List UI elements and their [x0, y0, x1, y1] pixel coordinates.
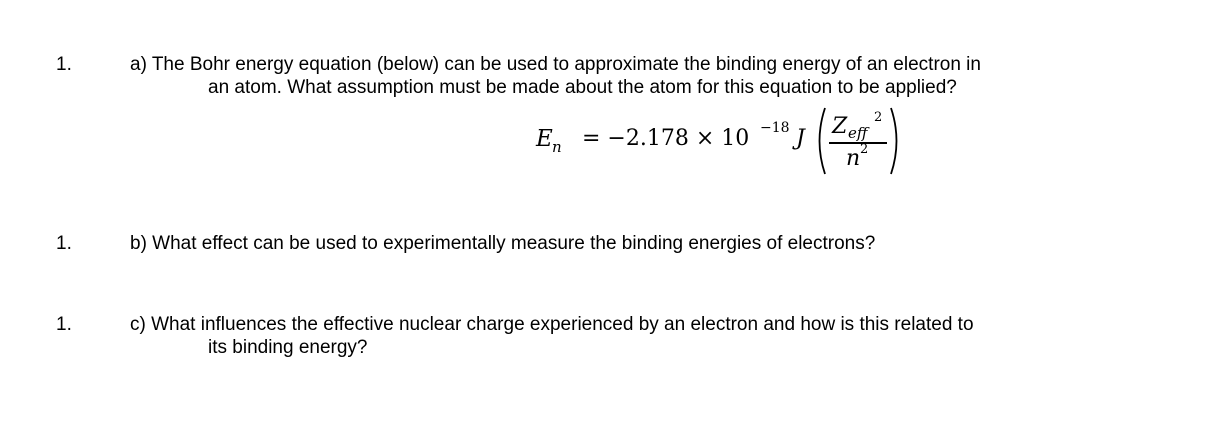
- question-a-text-line2: an atom. What assumption must be made about the atom for this equation to be applied?: [208, 77, 957, 98]
- fraction-numerator-symbol: Z: [832, 114, 848, 139]
- equation-exponent: −18: [760, 120, 790, 136]
- equation-unit: J: [796, 126, 805, 151]
- question-b-number: 1.: [56, 233, 72, 254]
- equation-lhs-symbol: E: [536, 126, 553, 152]
- fraction-bar: [829, 142, 887, 144]
- question-a-text-line1: a) The Bohr energy equation (below) can be used to approximate the binding energy of an electron in: [130, 54, 981, 75]
- fraction-denominator-power: 2: [860, 142, 869, 157]
- question-c-text-line1: c) What influences the effective nuclear charge experienced by an electron and how is this related to: [130, 314, 974, 335]
- question-b-text-line1: b) What effect can be used to experimentally measure the binding energies of electrons?: [130, 233, 876, 254]
- equation-constant: = −2.178 × 10: [582, 126, 750, 151]
- right-parenthesis-icon: [888, 106, 904, 176]
- fraction-denominator-symbol: n: [846, 146, 861, 171]
- question-c-number: 1.: [56, 314, 72, 335]
- equation-lhs-subscript: n: [552, 138, 562, 156]
- fraction-numerator-subscript: eff: [848, 124, 868, 142]
- left-parenthesis-icon: [812, 106, 828, 176]
- question-a-number: 1.: [56, 54, 72, 75]
- question-c-text-line2: its binding energy?: [208, 337, 368, 358]
- fraction-numerator-power: 2: [874, 110, 883, 125]
